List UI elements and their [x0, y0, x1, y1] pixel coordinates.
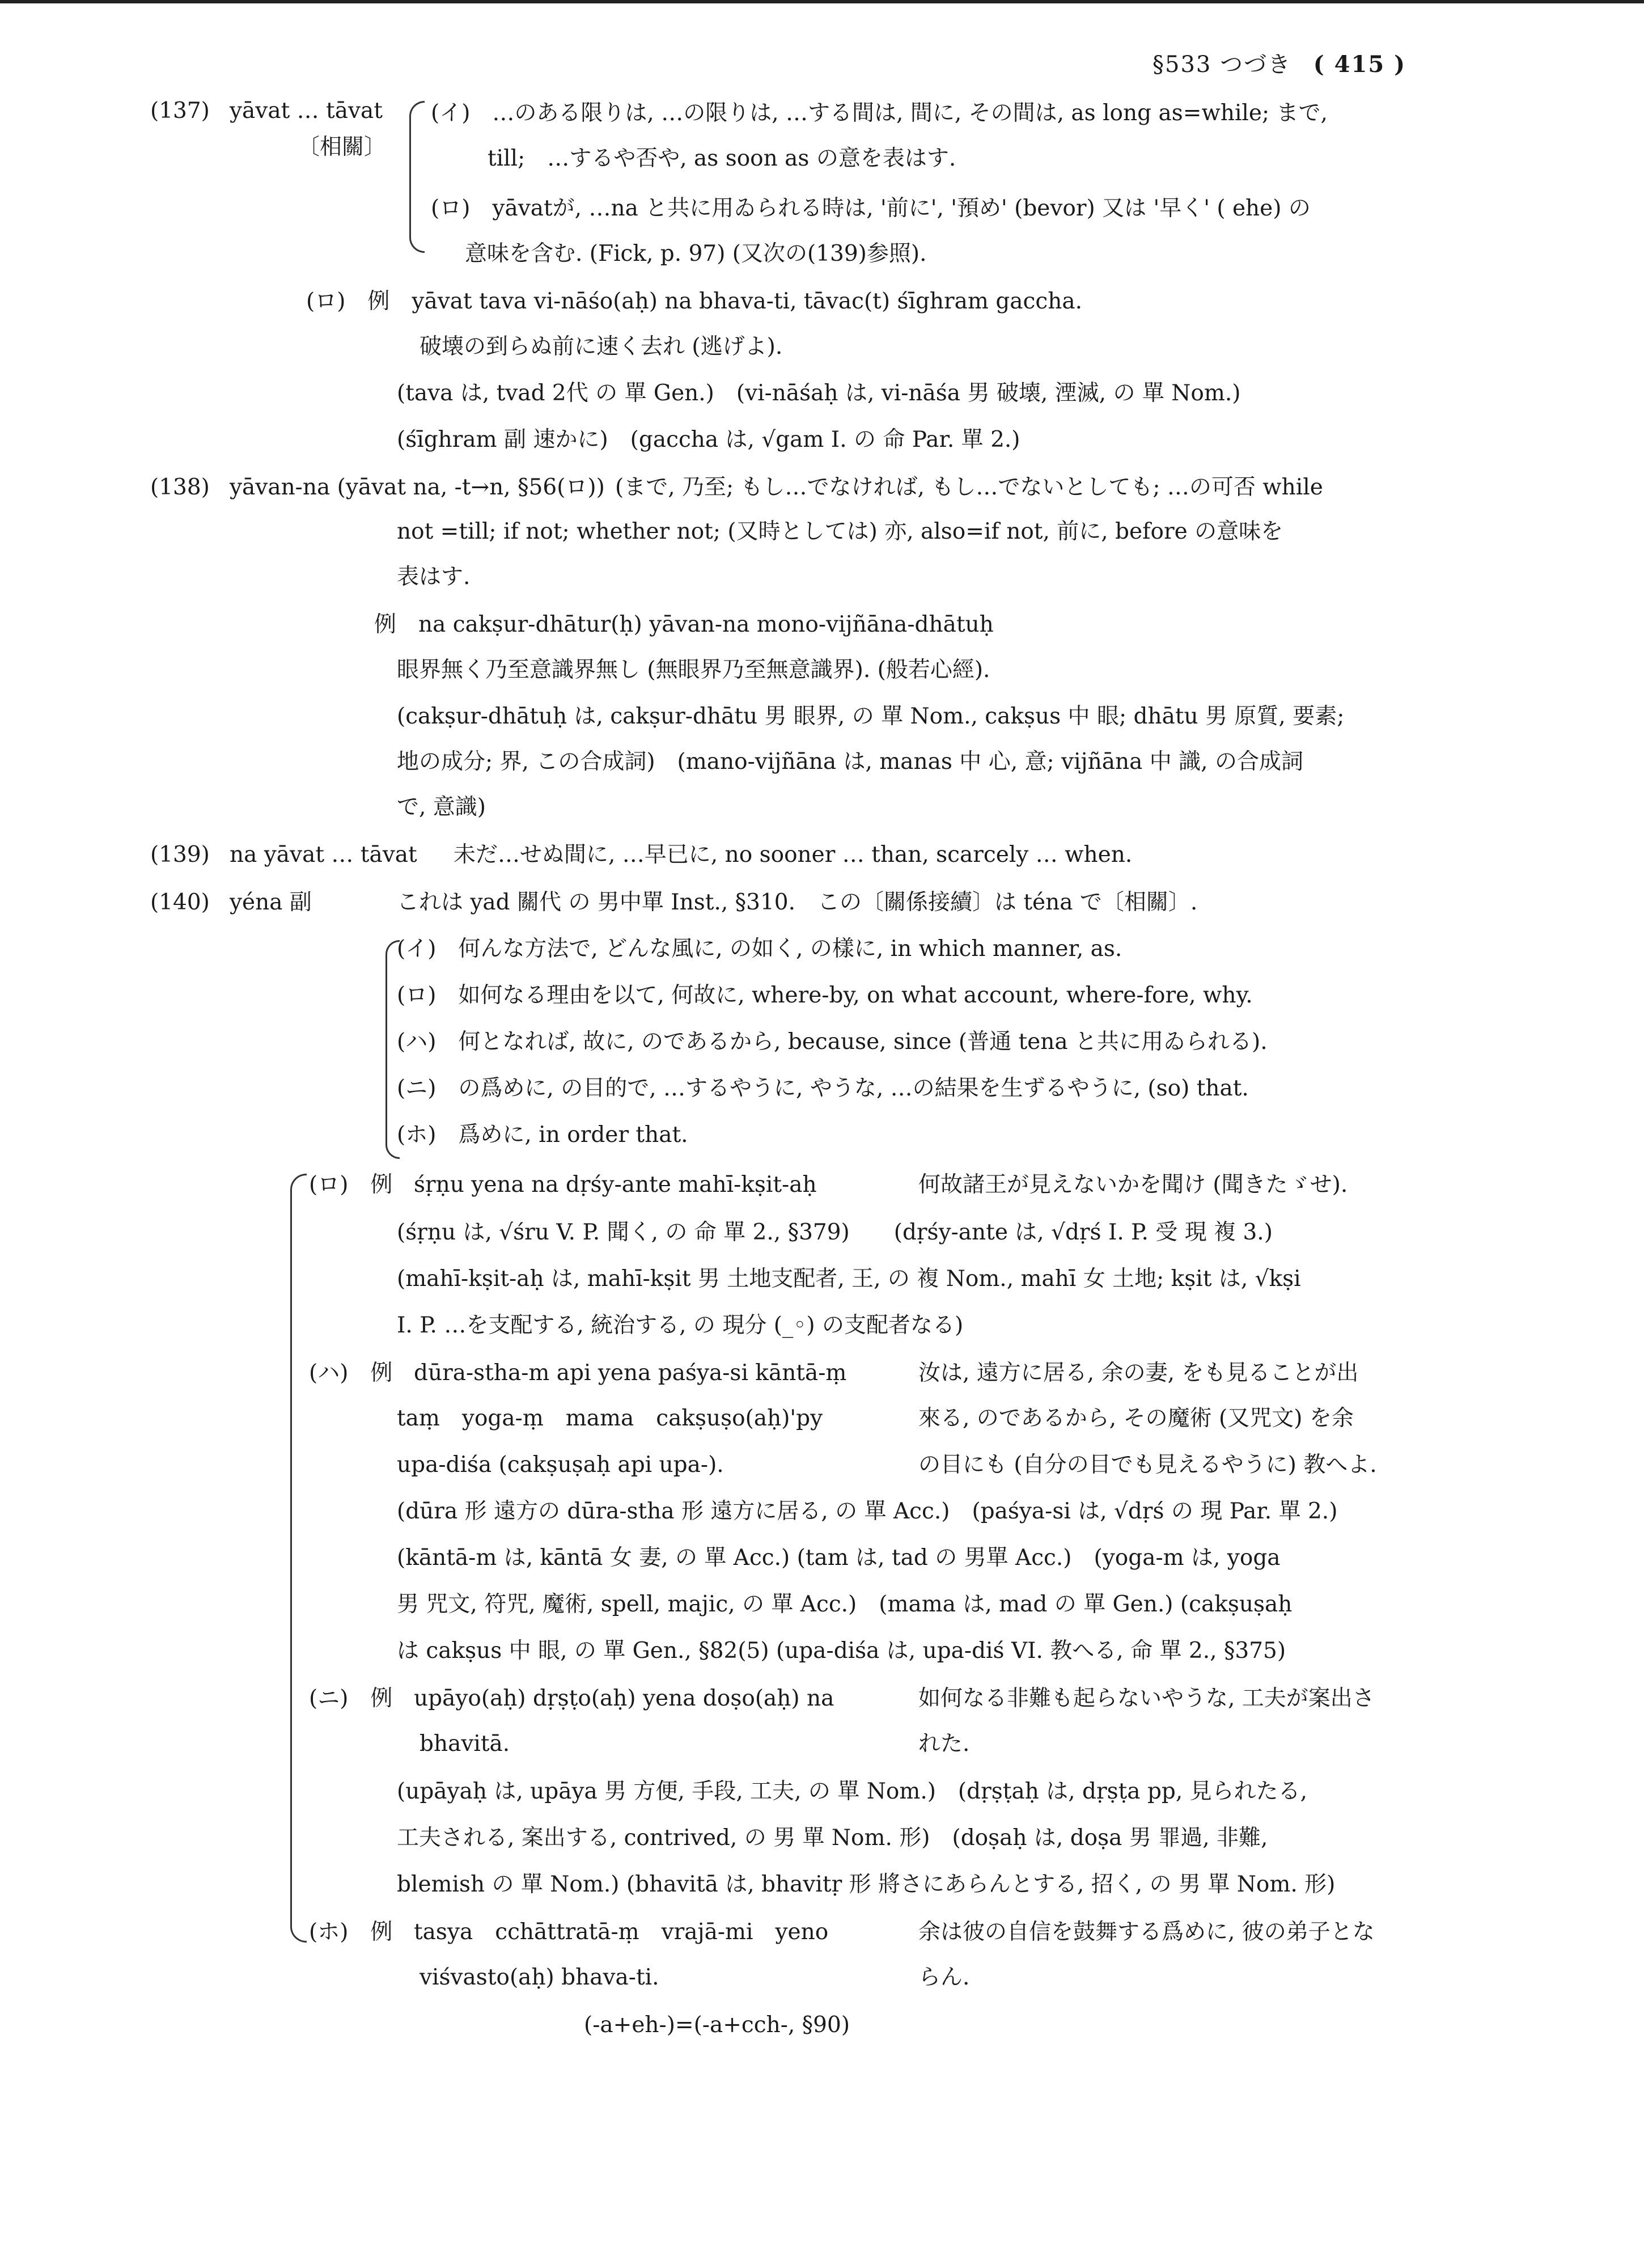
entry-line: (ニ) の爲めに, の目的で, …するやうに, やうな, …の結果を生ずるやうに, (so) that.	[397, 1076, 1249, 1101]
brace	[290, 1174, 307, 1943]
entry-line: で, 意識)	[397, 794, 486, 820]
entry-line: till; …するや否や, as soon as の意を表はす.	[488, 146, 956, 171]
example-label: (ロ) 例	[309, 1172, 393, 1198]
entry-line: (ロ) 例 yāvat tava vi-nāśo(aḥ) na bhava-ti, tāvac(t) śīghram gaccha.	[306, 289, 1082, 314]
top-rule	[0, 0, 1644, 3]
entry-line: (ロ) 如何なる理由を以て, 何故に, where-by, on what account, where-fore, why.	[397, 983, 1253, 1008]
example-note: は cakṣus 中 眼, の 單 Gen., §82(5) (upa-diśa は, upa-diś VI. 教へる, 命 單 2., §375)	[397, 1638, 1286, 1664]
example-sanskrit: taṃ yoga-ṃ mama cakṣuṣo(aḥ)'py	[397, 1406, 823, 1431]
example-note: blemish の 單 Nom.) (bhavitā は, bhavitṛ 形 將さにあらんとする, 招く, の 男 單 Nom. 形)	[397, 1872, 1336, 1897]
entry-headword: yāvan-na (yāvat na, -t→n, §56(ロ))	[230, 475, 605, 500]
entry-line: (śīghram 副 速かに) (gaccha は, √gam I. の 命 Par. 單 2.)	[397, 427, 1020, 452]
page-number: ( 415 )	[1313, 51, 1406, 78]
entry-number: (140)	[150, 890, 210, 915]
entry-line: 未だ…せぬ間に, …早已に, no sooner … than, scarcely … when.	[454, 842, 1133, 868]
entry-number: (138)	[150, 475, 210, 500]
entry-line: 眼界無く乃至意識界無し (無眼界乃至無意識界). (般若心經).	[397, 657, 990, 683]
brace	[409, 101, 425, 253]
example-note: I. P. …を支配する, 統治する, の 現分 (_◦) の支配者なる)	[397, 1313, 964, 1338]
example-note: 工夫される, 案出する, contrived, の 男 單 Nom. 形) (doṣaḥ は, doṣa 男 罪過, 非難,	[397, 1825, 1268, 1851]
example-note: (kāntā-m は, kāntā 女 妻, の 單 Acc.) (tam は, tad の 男單 Acc.) (yoga-m は, yoga	[397, 1545, 1281, 1571]
example-japanese: 來る, のであるから, その魔術 (又咒文) を余	[918, 1406, 1354, 1431]
entry-line: (ロ) yāvatが, …na と共に用ゐられる時は, '前に', '預め' (bevor) 又は '早く' ( ehe) の	[431, 196, 1311, 221]
example-sanskrit: tasya cchāttratā-ṃ vrajā-mi yeno	[414, 1919, 829, 1945]
entry-line: これは yad 關代 の 男中單 Inst., §310. この〔關係接續〕は téna で〔相關〕.	[397, 890, 1198, 915]
entry-line: 破壊の到らぬ前に速く去れ (逃げよ).	[420, 334, 783, 359]
entry-line: 意味を含む. (Fick, p. 97) (又次の(139)参照).	[465, 241, 927, 266]
entry-line: 地の成分; 界, この合成詞) (mano-vijñāna は, manas 中 心, 意; vijñāna 中 識, の合成詞	[397, 749, 1303, 775]
example-japanese: の目にも (自分の目でも見えるやうに) 教へよ.	[918, 1452, 1377, 1478]
example-sanskrit: viśvasto(aḥ) bhava-ti.	[420, 1965, 659, 1990]
example-note: (upāyaḥ は, upāya 男 方便, 手段, 工夫, の 單 Nom.) (dṛṣṭaḥ は, dṛṣṭa pp, 見られたる,	[397, 1779, 1308, 1804]
entry-number: (137)	[150, 98, 210, 124]
entry-line: (ハ) 何となれば, 故に, のであるから, because, since (普通 tena と共に用ゐられる).	[397, 1029, 1268, 1055]
example-label: (ホ) 例	[309, 1919, 393, 1945]
example-japanese: 余は彼の自信を鼓舞する爲めに, 彼の弟子とな	[918, 1919, 1375, 1945]
example-japanese: らん.	[918, 1965, 970, 1990]
example-sanskrit: upāyo(aḥ) dṛṣṭo(aḥ) yena doṣo(aḥ) na	[414, 1686, 834, 1711]
entry-headword: yéna 副	[230, 890, 312, 915]
entry-line: (イ) …のある限りは, …の限りは, …する間は, 間に, その間は, as long as=while; まで,	[431, 100, 1328, 126]
example-japanese: 如何なる非難も起らないやうな, 工夫が案出さ	[918, 1686, 1375, 1711]
entry-headword: yāvat … tāvat	[230, 98, 383, 124]
entry-headword: na yāvat … tāvat	[230, 842, 417, 868]
example-japanese: 汝は, 遠方に居る, 余の妻, をも見ることが出	[918, 1360, 1359, 1386]
entry-line: (cakṣur-dhātuḥ は, cakṣur-dhātu 男 眼界, の 單 Nom., cakṣus 中 眼; dhātu 男 原質, 要素;	[397, 704, 1345, 729]
entry-line: (ホ) 爲めに, in order that.	[397, 1122, 688, 1148]
example-note: (dūra 形 遠方の dūra-stha 形 遠方に居る, の 單 Acc.) (paśya-si は, √dṛś の 現 Par. 單 2.)	[397, 1499, 1338, 1524]
section-ref: §533 つづき	[1153, 52, 1292, 78]
example-label: (ニ) 例	[309, 1686, 393, 1711]
sandhi-formula: (-a+eh-)=(-a+cch-, §90)	[584, 2012, 850, 2038]
entry-note: 〔相關〕	[298, 134, 387, 160]
example-sanskrit: śṛṇu yena na dṛśy-ante mahī-kṣit-aḥ	[414, 1172, 817, 1198]
entry-number: (139)	[150, 842, 210, 868]
example-sanskrit: dūra-stha-m api yena paśya-si kāntā-ṃ	[414, 1360, 847, 1386]
entry-line: (イ) 何んな方法で, どんな風に, の如く, の樣に, in which manner, as.	[397, 936, 1122, 962]
entry-line: not =till; if not; whether not; (又時としては) 亦, also=if not, 前に, before の意味を	[397, 519, 1283, 544]
example-sanskrit: upa-diśa (cakṣuṣaḥ api upa-).	[397, 1452, 724, 1478]
running-header	[1153, 46, 1406, 79]
example-japanese: 何故諸王が見えないかを聞け (聞きたゞせ).	[918, 1172, 1348, 1198]
entry-line: 例 na cakṣur-dhātur(ḥ) yāvan-na mono-vijñāna-dhātuḥ	[374, 612, 994, 637]
example-note: (mahī-kṣit-aḥ は, mahī-kṣit 男 土地支配者, 王, の 複 Nom., mahī 女 土地; kṣit は, √kṣi	[397, 1266, 1301, 1292]
example-sanskrit: bhavitā.	[420, 1731, 510, 1757]
entry-line: 表はす.	[397, 564, 471, 590]
example-note: (śṛṇu は, √śru V. P. 聞く, の 命 單 2., §379) (dṛśy-ante は, √dṛś I. P. 受 現 複 3.)	[397, 1220, 1273, 1245]
entry-line: (tava は, tvad 2代 の 單 Gen.) (vi-nāśaḥ は, vi-nāśa 男 破壊, 湮滅, の 單 Nom.)	[397, 380, 1241, 406]
example-label: (ハ) 例	[309, 1360, 393, 1386]
example-japanese: れた.	[918, 1731, 970, 1757]
entry-line: (まで, 乃至; もし…でなければ, もし…でないとしても; …の可否 while	[615, 475, 1323, 500]
example-note: 男 咒文, 符咒, 魔術, spell, majic, の 單 Acc.) (mama は, mad の 單 Gen.) (cakṣuṣaḥ	[397, 1592, 1293, 1617]
